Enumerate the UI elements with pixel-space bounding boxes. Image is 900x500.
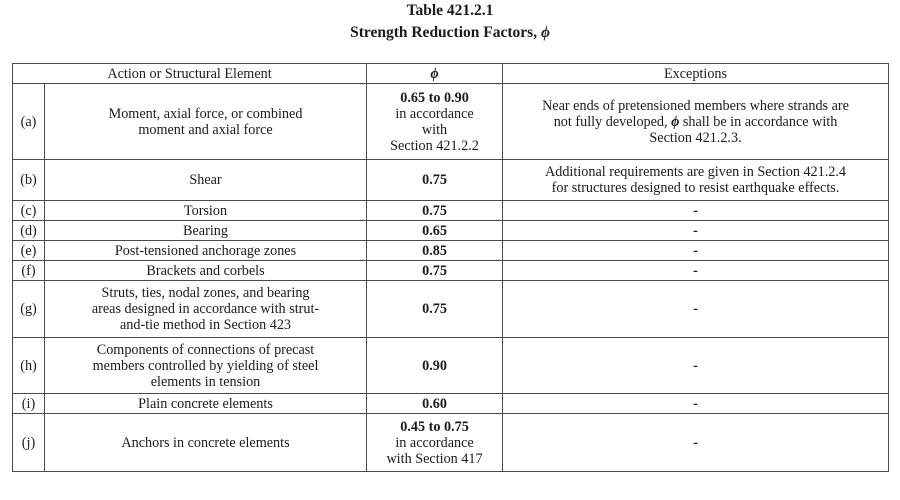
table-row <box>13 338 889 394</box>
table-number: Table 421.2.1 <box>406 2 494 19</box>
row-action: Anchors in concrete elements <box>45 414 367 472</box>
row-exceptions <box>503 160 889 201</box>
row-exceptions <box>503 84 889 160</box>
exception-line: Near ends of pretensioned members where strands are <box>542 97 849 114</box>
row-phi <box>367 84 503 160</box>
action-line: elements in tension <box>150 373 261 390</box>
action-line: areas designed in accordance with strut- <box>91 301 320 317</box>
exception-text: not fully developed, <box>553 113 668 130</box>
phi-value: 0.65 to 0.90 <box>400 89 469 106</box>
table-row <box>13 261 889 281</box>
row-phi: 0.75 <box>367 160 503 201</box>
row-label: (g) <box>13 281 45 338</box>
phi-note: in accordance <box>395 434 474 451</box>
exception-line: Section 421.2.3. <box>649 129 742 146</box>
table-title-text: Strength Reduction Factors, <box>350 24 538 41</box>
exception-text: shall be in accordance with <box>682 113 838 130</box>
row-phi: 0.75 <box>367 261 503 281</box>
row-phi: 0.75 <box>367 201 503 221</box>
action-line: and-tie method in Section 423 <box>120 317 292 333</box>
row-action: Torsion <box>45 201 367 221</box>
row-label: (e) <box>13 241 45 261</box>
action-line: moment and axial force <box>138 121 273 138</box>
phi-value: 0.45 to 0.75 <box>400 418 469 435</box>
header-row <box>13 64 889 84</box>
table-row <box>13 394 889 414</box>
row-action: Bearing <box>45 221 367 241</box>
header-action: Action or Structural Element <box>13 64 367 84</box>
phi-note: with <box>421 121 448 138</box>
row-label: (i) <box>13 394 45 414</box>
strength-reduction-table <box>12 63 889 472</box>
row-exceptions: - <box>503 281 889 338</box>
row-exceptions: - <box>503 414 889 472</box>
row-exceptions: - <box>503 261 889 281</box>
row-label: (f) <box>13 261 45 281</box>
row-action <box>45 338 367 394</box>
header-phi: ϕ <box>367 64 503 84</box>
row-action: Shear <box>45 160 367 201</box>
exception-line: Additional requirements are given in Section 421.2.4 <box>545 164 847 180</box>
table-row <box>13 241 889 261</box>
phi-symbol: ϕ <box>540 24 550 41</box>
phi-note: in accordance <box>395 105 474 122</box>
row-label: (c) <box>13 201 45 221</box>
row-exceptions: - <box>503 394 889 414</box>
row-exceptions: - <box>503 338 889 394</box>
row-label: (j) <box>13 414 45 472</box>
action-line: Components of connections of precast <box>96 341 315 358</box>
row-action: Plain concrete elements <box>45 394 367 414</box>
row-phi: 0.65 <box>367 221 503 241</box>
table-row <box>13 201 889 221</box>
exception-line: for structures designed to resist earthquake effects. <box>551 180 840 196</box>
header-exceptions: Exceptions <box>503 64 889 84</box>
table-title <box>0 24 900 42</box>
row-phi: 0.85 <box>367 241 503 261</box>
row-exceptions: - <box>503 241 889 261</box>
row-exceptions: - <box>503 221 889 241</box>
table-row <box>13 160 889 201</box>
row-action: Brackets and corbels <box>45 261 367 281</box>
row-label: (b) <box>13 160 45 201</box>
row-label: (h) <box>13 338 45 394</box>
table-row <box>13 84 889 160</box>
row-action: Post-tensioned anchorage zones <box>45 241 367 261</box>
phi-symbol: ϕ <box>671 113 680 130</box>
row-phi: 0.60 <box>367 394 503 414</box>
row-action <box>45 281 367 338</box>
phi-note: with Section 417 <box>386 450 483 467</box>
table-row <box>13 414 889 472</box>
row-action <box>45 84 367 160</box>
phi-note: Section 421.2.2 <box>390 137 479 154</box>
table-row <box>13 221 889 241</box>
table-row <box>13 281 889 338</box>
row-phi: 0.75 <box>367 281 503 338</box>
row-phi <box>367 414 503 472</box>
action-line: Moment, axial force, or combined <box>108 105 303 122</box>
action-line: members controlled by yielding of steel <box>92 357 319 374</box>
row-exceptions: - <box>503 201 889 221</box>
row-label: (a) <box>13 84 45 160</box>
row-label: (d) <box>13 221 45 241</box>
exception-line <box>506 114 885 130</box>
row-phi: 0.90 <box>367 338 503 394</box>
action-line: Struts, ties, nodal zones, and bearing <box>101 285 310 301</box>
